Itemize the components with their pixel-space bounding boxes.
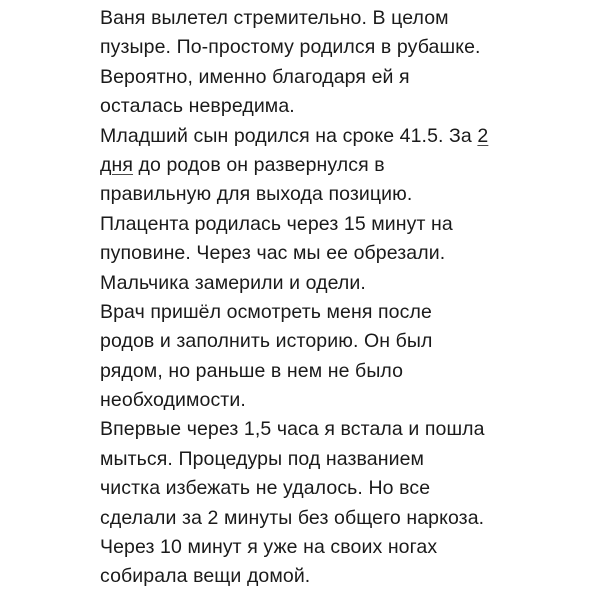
text-line-3: Вероятно, именно благодаря ей я [100, 65, 410, 88]
story-text [100, 4, 600, 592]
text-line-14: необходимости. [100, 389, 246, 412]
text-line-5 [100, 122, 600, 151]
text-line-10: Мальчика замерили и одели. [100, 271, 366, 294]
text-line-11: Врач пришёл осмотреть меня после [100, 300, 432, 323]
text-line-20: собирала вещи домой. [100, 565, 311, 588]
text-line-7: правильную для выхода позицию. [100, 183, 413, 206]
text-line-16: мыться. Процедуры под названием [100, 447, 425, 470]
text-line-6-rest: до родов он развернулся в [133, 153, 385, 176]
text-line-19: Через 10 минут я уже на своих ногах [100, 536, 438, 559]
text-line-5-start: Младший сын родился на сроке 41.5. За [100, 124, 478, 147]
text-line-2: пузыре. По-простому родился в рубашке. [100, 36, 481, 59]
text-line-8: Плацента родилась через 15 минут на [100, 212, 453, 235]
text-line-4: осталась невредима. [100, 95, 295, 118]
underlined-word: дня [100, 153, 134, 176]
text-line-6 [100, 151, 600, 180]
text-line-15: Впервые через 1,5 часа я встала и пошла [100, 418, 485, 441]
text-line-17: чистка избежать не удалось. Но все [100, 477, 431, 500]
text-line-18: сделали за 2 минуты без общего наркоза. [100, 506, 485, 529]
text-line-9: пуповине. Через час мы ее обрезали. [100, 242, 446, 265]
text-line-1: Ваня вылетел стремительно. В целом [100, 7, 449, 29]
underlined-number: 2 [477, 124, 489, 147]
text-line-13: рядом, но раньше в нем не было [100, 359, 404, 382]
text-line-12: родов и заполнить историю. Он был [100, 330, 433, 353]
